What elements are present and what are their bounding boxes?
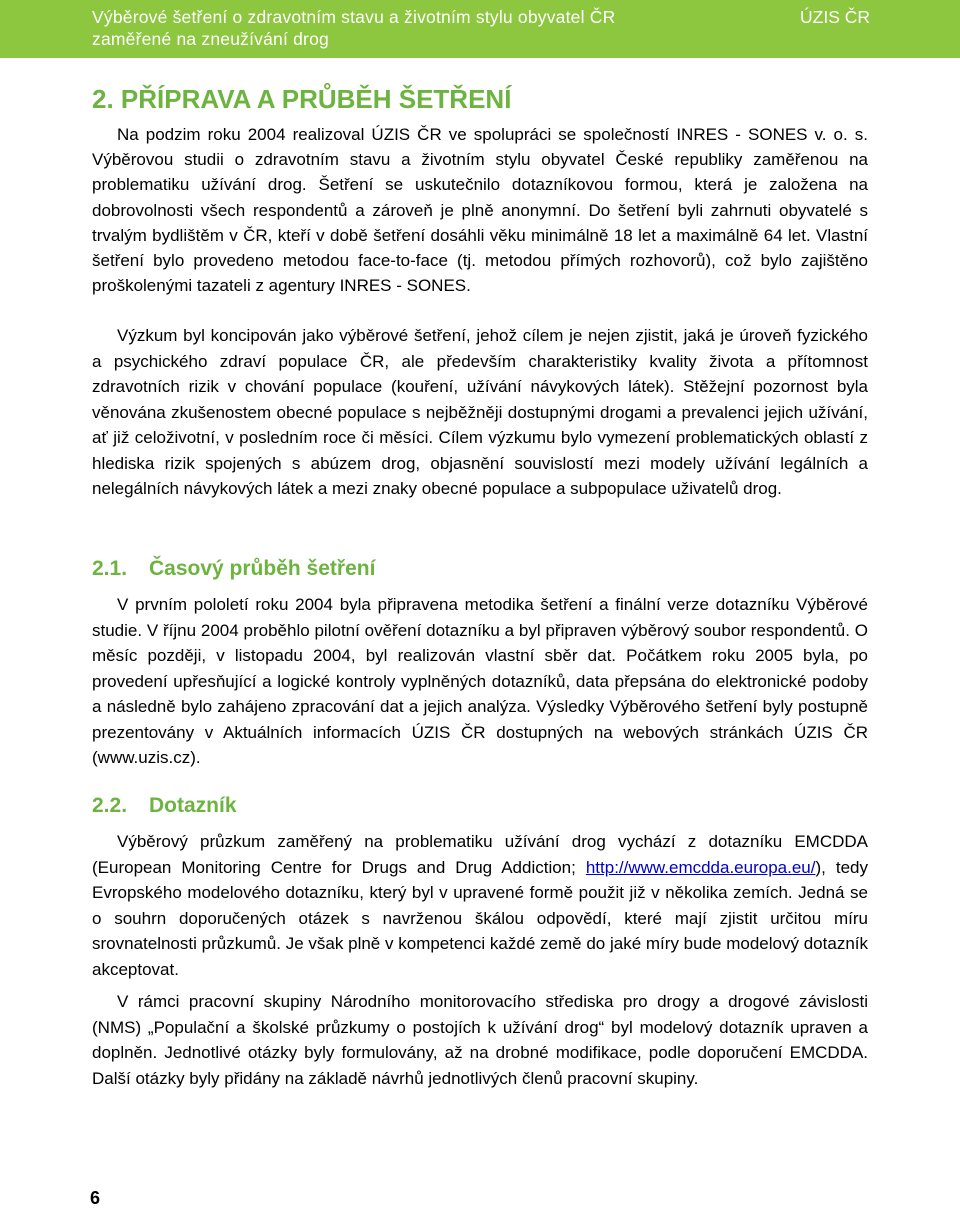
section-2-1-body xyxy=(92,592,868,771)
section-number: 2.1. xyxy=(92,557,128,580)
running-header xyxy=(0,0,960,58)
chapter-title: 2. PŘÍPRAVA A PRŮBĚH ŠETŘENÍ xyxy=(92,84,512,114)
paragraph-text: ), tedy Evropského modelového dotazníku, který byl v upravené formě použit již v několika zemích. Jedná se o souhrn doporučených otázek s navrženou škálou odpovědí, které mají zjistit určitou míru srovnatelnosti průzkumů. Je však plně v kompetenci každé země do jaké míry bude modelový dotazník akceptovat. xyxy=(92,857,868,979)
intro-paragraph-1-block xyxy=(92,122,868,298)
section-2-2-paragraph-1 xyxy=(92,829,868,982)
paragraph-text: Výběrový průzkum zaměřený na problematiku užívání drog vychází z dotazníku EMCDDA (European Monitoring Centre for Drugs and Drug Addiction; xyxy=(92,832,868,877)
page-number: 6 xyxy=(90,1188,101,1208)
section-title: Časový průběh šetření xyxy=(149,557,376,580)
header-organization: ÚZIS ČR xyxy=(800,7,870,27)
section-2-2-paragraph-2: V rámci pracovní skupiny Národního monitorovacího střediska pro drogy a drogové závislosti (NMS) „Populační a školské průzkumy o postojích k užívání drog“ byl modelový dotazník upraven a doplněn. Jednotlivé otázky byly formulovány, až na drobné modifikace, podle doporučení EMCDDA. Další otázky byly přidány na základě návrhů jednotlivých členů pracovní skupiny. xyxy=(92,992,868,1088)
intro-paragraph-2: Výzkum byl koncipován jako výběrové šetření, jehož cílem je nejen zjistit, jaká je úroveň fyzického a psychického zdraví populace ČR, ale především charakteristiky kvality života a přítomnost zdravotních rizik v chování populace (kouření, užívání návykových látek). Stěžejní pozornost byla věnována zkušenostem obecné populace s nejběžněji dostupnými drogami a prevalenci jejich užívání, ať již celoživotní, v posledním roce či měsíci. Cílem výzkumu bylo vymezení problematických oblastí z hlediska rizik spojených s abúzem drog, objasnění souvislostí mezi modely užívání legálních a nelegálních návykových látek a mezi znaky obecné populace a subpopulace uživatelů drog. xyxy=(92,326,868,498)
section-2-1-paragraph: V prvním pololetí roku 2004 byla připravena metodika šetření a finální verze dotazníku Výběrové studie. V říjnu 2004 proběhlo pilotní ověření dotazníku a byl připraven výběrový soubor respondentů. O měsíc později, v listopadu 2004, byl realizován vlastní sběr dat. Počátkem roku 2005 byla, po provedení upřesňující a logické kontroly vyplněných dotazníků, data přepsána do elektronické podoby a následně bylo zahájeno zpracování dat a jejich analýza. Výsledky Výběrového šetření byly postupně prezentovány v Aktuálních informacích ÚZIS ČR dostupných na webových stránkách ÚZIS ČR (www.uzis.cz). xyxy=(92,595,868,767)
section-heading-2-2 xyxy=(92,793,237,819)
section-2-2-body-2 xyxy=(92,989,868,1091)
intro-paragraph-2-block xyxy=(92,323,868,502)
section-number: 2.2. xyxy=(92,794,128,817)
section-heading-2-1 xyxy=(92,556,375,582)
header-title-line-2: zaměřené na zneužívání drog xyxy=(92,29,329,49)
emcdda-link[interactable]: http://www.emcdda.europa.eu/ xyxy=(585,857,816,877)
section-2-2-body-1 xyxy=(92,829,868,982)
section-title: Dotazník xyxy=(149,794,237,817)
header-title-line-1: Výběrové šetření o zdravotním stavu a životním stylu obyvatel ČR xyxy=(92,7,616,27)
intro-paragraph-1: Na podzim roku 2004 realizoval ÚZIS ČR ve spolupráci se společností INRES - SONES v. o. s. Výběrovou studii o zdravotním stavu a životním stylu obyvatel České republiky zaměřenou na problematiku užívání drog. Šetření se uskutečnilo dotazníkovou formou, která je založena na dobrovolnosti všech respondentů a zároveň je plně anonymní. Do šetření byli zahrnuti obyvatelé s trvalým bydlištěm v ČR, kteří v době šetření dosáhli věku minimálně 18 let a maximálně 64 let. Vlastní šetření bylo provedeno metodou face-to-face (tj. metodou přímých rozhovorů), což bylo zajištěno proškolenými tazateli z agentury INRES - SONES. xyxy=(92,125,868,296)
header-title xyxy=(92,6,732,50)
